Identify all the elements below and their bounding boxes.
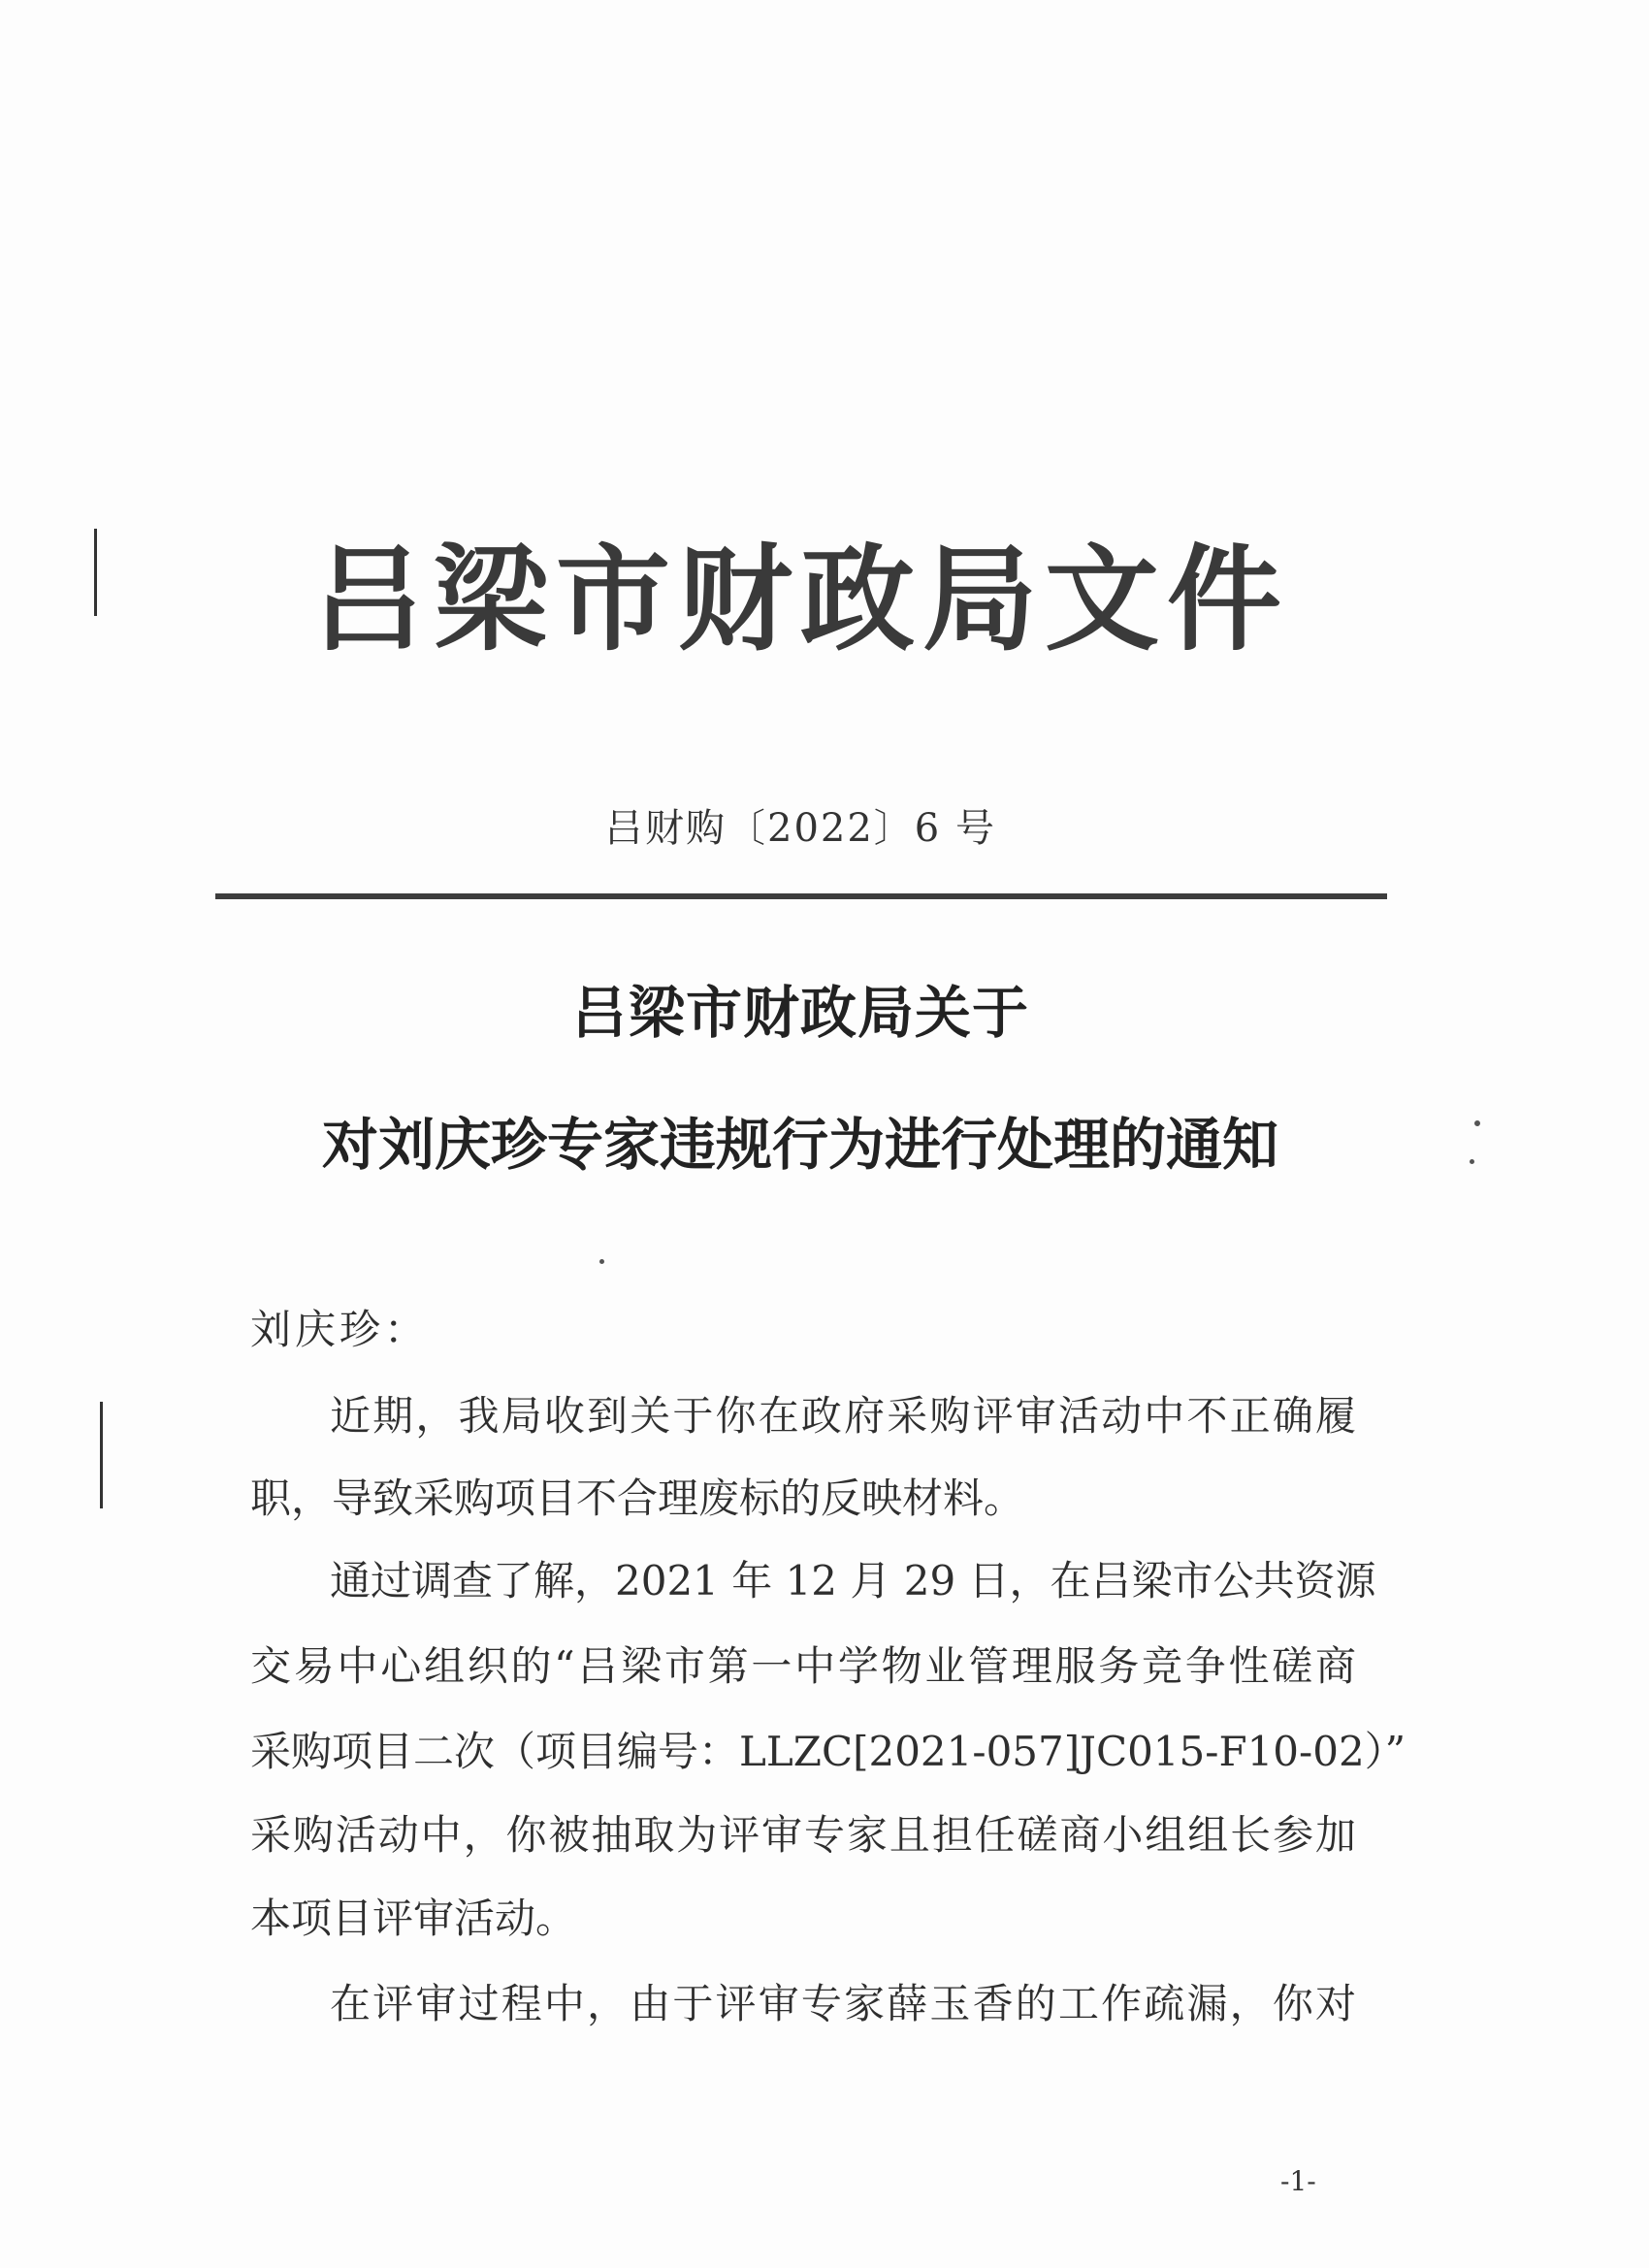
body-line: 采购活动中，你被抽取为评审专家且担任磋商小组组长参加: [250, 1811, 1356, 1859]
binding-mark-bottom: [100, 1402, 103, 1508]
document-header-title: 吕梁市财政局文件: [310, 533, 1289, 666]
scan-speck: [599, 1259, 604, 1264]
body-line: 近期，我局收到关于你在政府采购评审活动中不正确履: [330, 1392, 1356, 1440]
notice-title-line-2: 对刘庆珍专家违规行为进行处理的通知: [321, 1112, 1278, 1178]
body-line: 交易中心组织的“吕梁市第一中学物业管理服务竞争性磋商: [250, 1642, 1356, 1690]
notice-title-line-1: 吕梁市财政局关于: [570, 980, 1029, 1046]
salutation: 刘庆珍：: [250, 1306, 430, 1353]
header-divider-rule: [215, 893, 1387, 899]
page-number: -1-: [1280, 2165, 1316, 2197]
document-number: 吕财购〔2022〕6 号: [604, 806, 996, 851]
body-line: 通过调查了解，2021 年 12 月 29 日，在吕梁市公共资源: [330, 1557, 1376, 1604]
body-line: 采购项目二次（项目编号：LLZC[2021-057]JC015-F10-02）”: [250, 1728, 1406, 1775]
body-line: 在评审过程中，由于评审专家薛玉香的工作疏漏，你对: [330, 1980, 1356, 2027]
body-line: 本项目评审活动。: [250, 1895, 577, 1942]
body-line: 职，导致采购项目不合理废标的反映材料。: [250, 1474, 1025, 1522]
